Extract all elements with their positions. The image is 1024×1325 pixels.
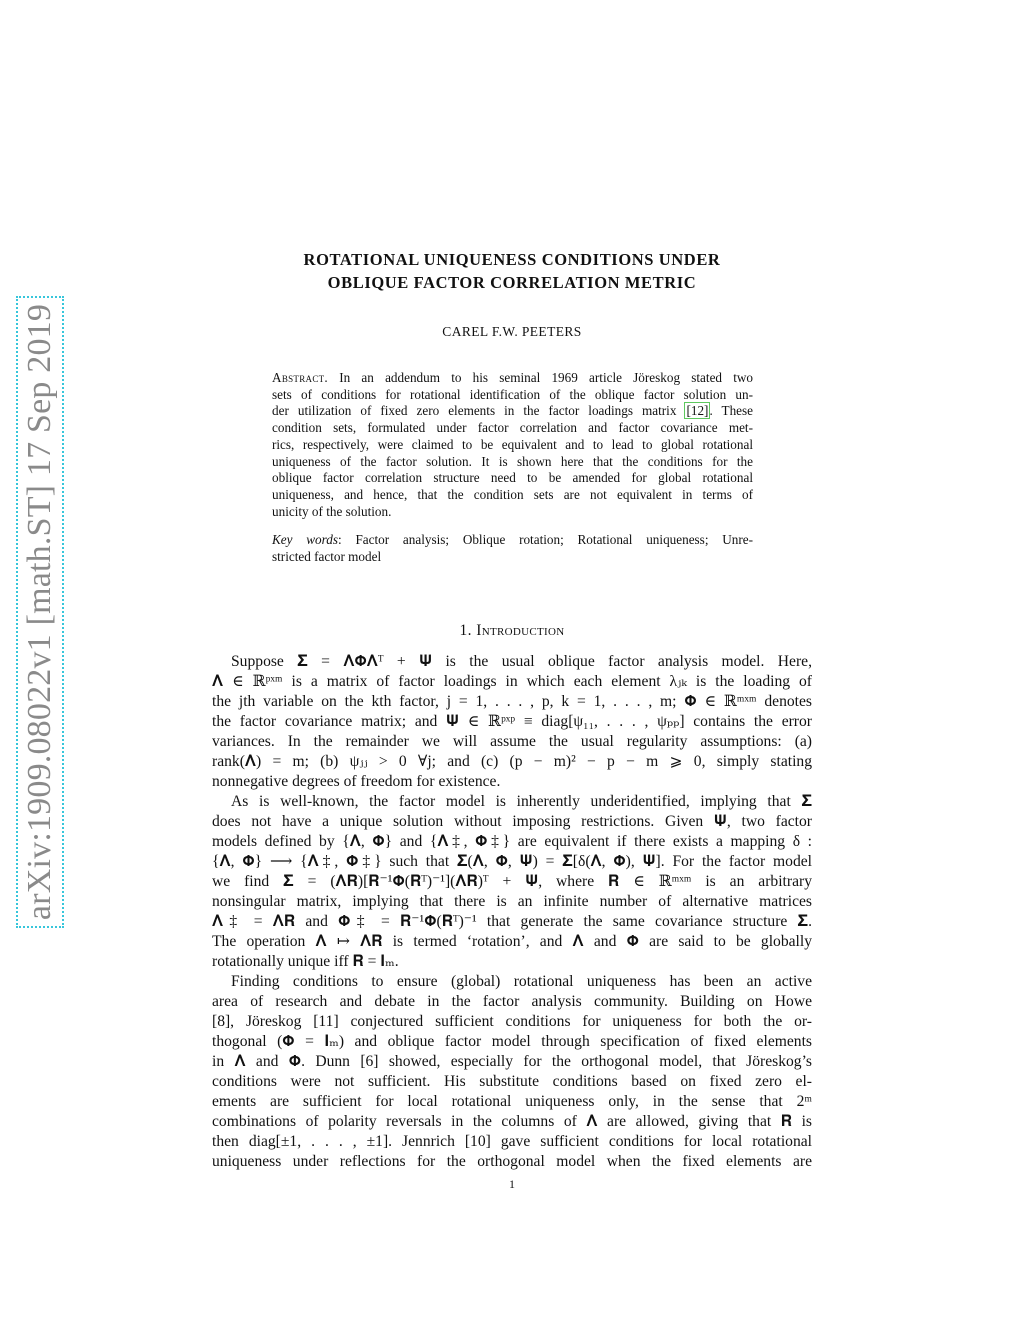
body-line: The operation 𝚲 ↦ 𝚲𝐑 is termed ‘rotation’, and 𝚲 and 𝚽 are said to be globally: [212, 933, 812, 950]
body-line: the factor covariance matrix; and 𝚿 ∈ ℝᵖˣᵖ ≡ diag[ψ₁₁, . . . , ψₚₚ] contains the error: [212, 713, 812, 730]
arxiv-identifier-stamp[interactable]: [16, 296, 64, 928]
body-line: 𝚲‡ = 𝚲𝐑 and 𝚽‡ = 𝐑⁻¹𝚽(𝐑ᵀ)⁻¹ that generate the same covariance structure 𝚺.: [212, 913, 812, 930]
abstract-line: uniqueness, and hence, that the condition sets are not equivalent in terms of: [272, 486, 753, 502]
body-text: [212, 652, 812, 1172]
body-line: {𝚲, 𝚽} ⟶ {𝚲‡, 𝚽‡} such that 𝚺(𝚲, 𝚽, 𝚿) = 𝚺[δ(𝚲, 𝚽), 𝚿]. For the factor model: [212, 853, 812, 870]
keywords-label: Key words: [272, 532, 339, 547]
body-line: area of research and debate in the factor analysis community. Building on Howe: [212, 993, 812, 1010]
body-line: we find 𝚺 = (𝚲𝐑)[𝐑⁻¹𝚽(𝐑ᵀ)⁻¹](𝚲𝐑)ᵀ + 𝚿, where 𝐑 ∈ ℝᵐˣᵐ is an arbitrary: [212, 873, 812, 890]
abstract: [272, 370, 753, 520]
body-line: Suppose 𝚺 = 𝚲𝚽𝚲ᵀ + 𝚿 is the usual oblique factor analysis model. Here,: [231, 653, 812, 670]
body-line: combinations of polarity reversals in the columns of 𝚲 are allowed, giving that 𝐑 is: [212, 1113, 812, 1130]
keywords: [272, 532, 753, 565]
keywords-line: stricted factor model: [272, 548, 382, 564]
keywords-line: Key words: Factor analysis; Oblique rotation; Rotational uniqueness; Unre-: [272, 532, 753, 547]
page-number: 1: [509, 1177, 515, 1191]
abstract-line: condition sets, formulated under factor correlation and factor covariance met-: [272, 420, 753, 436]
body-line: models defined by {𝚲, 𝚽} and {𝚲‡, 𝚽‡} are equivalent if there exists a mapping δ :: [212, 833, 812, 850]
body-line: in 𝚲 and 𝚽. Dunn [6] showed, especially for the orthogonal model, that Jöreskog’s: [212, 1053, 812, 1070]
body-line: uniqueness under reflections for the orthogonal model when the fixed elements are: [212, 1153, 812, 1170]
section-heading: [212, 622, 812, 640]
abstract-line: sets of conditions for rotational identification of the oblique factor solution un-: [272, 386, 753, 402]
citation-link[interactable]: [12]: [686, 403, 709, 419]
body-line: does not have a unique solution without imposing restrictions. Given 𝚿, two factor: [212, 813, 812, 830]
section-number: 1.: [459, 622, 472, 639]
abstract-line: Abstract. In an addendum to his seminal 1969 article Jöreskog stated two: [272, 370, 753, 385]
paper-title: [240, 248, 784, 294]
body-line: ements are sufficient for local rotational uniqueness only, in the sense that 2ᵐ: [212, 1093, 812, 1110]
body-line: the jth variable on the kth factor, j = 1, . . . , p, k = 1, . . . , m; 𝚽 ∈ ℝᵐˣᵐ denotes: [212, 693, 812, 710]
body-line: nonnegative degrees of freedom for existence.: [212, 773, 501, 790]
body-line: then diag[±1, . . . , ±1]. Jennrich [10] gave sufficient conditions for local rotational: [212, 1133, 812, 1150]
abstract-line: uniqueness of the factor solution. It is shown here that the conditions for the: [272, 453, 753, 469]
abstract-line: rics, respectively, were claimed to be equivalent and to lead to global rotational: [272, 436, 753, 452]
body-line: rotationally unique iff 𝐑 = 𝐈ₘ.: [212, 953, 399, 970]
body-line: thogonal (𝚽 = 𝐈ₘ) and oblique factor model through specification of fixed elements: [212, 1033, 812, 1050]
body-line: Finding conditions to ensure (global) rotational uniqueness has been an active: [231, 973, 812, 990]
abstract-label: Abstract.: [272, 370, 329, 385]
body-line: As is well-known, the factor model is inherently underidentified, implying that 𝚺: [231, 793, 812, 810]
body-line: [8], Jöreskog [11] conjectured sufficient conditions for uniqueness for both the or-: [212, 1013, 812, 1030]
body-line: conditions were not sufficient. His substitute conditions based on fixed zero el-: [212, 1073, 812, 1090]
body-line: nonsingular matrix, implying that there is an infinite number of alternative matrices: [212, 893, 812, 910]
paper-title-line: ROTATIONAL UNIQUENESS CONDITIONS UNDER: [303, 250, 721, 269]
body-line: variances. In the remainder we will assume the usual regularity assumptions: (a): [212, 733, 812, 750]
section-title: Introduction: [476, 622, 565, 639]
author-name: CAREL F.W. PEETERS: [442, 324, 582, 339]
abstract-line: oblique factor correlation structure need to be amended for global rotational: [272, 470, 753, 486]
abstract-line: unicity of the solution.: [272, 503, 392, 519]
abstract-line: der utilization of fixed zero elements in the factor loadings matrix [12]. These: [272, 403, 754, 419]
arxiv-identifier-text: arXiv:1909.08022v1 [math.ST] 17 Sep 2019: [21, 303, 58, 921]
body-line: 𝚲 ∈ ℝᵖˣᵐ is a matrix of factor loadings in which each element λⱼₖ is the loading of: [212, 673, 812, 690]
body-line: rank(𝚲) = m; (b) ψⱼⱼ > 0 ∀j; and (c) (p − m)² − p − m ⩾ 0, simply stating: [212, 753, 812, 770]
paper-title-line: OBLIQUE FACTOR CORRELATION METRIC: [327, 273, 697, 292]
